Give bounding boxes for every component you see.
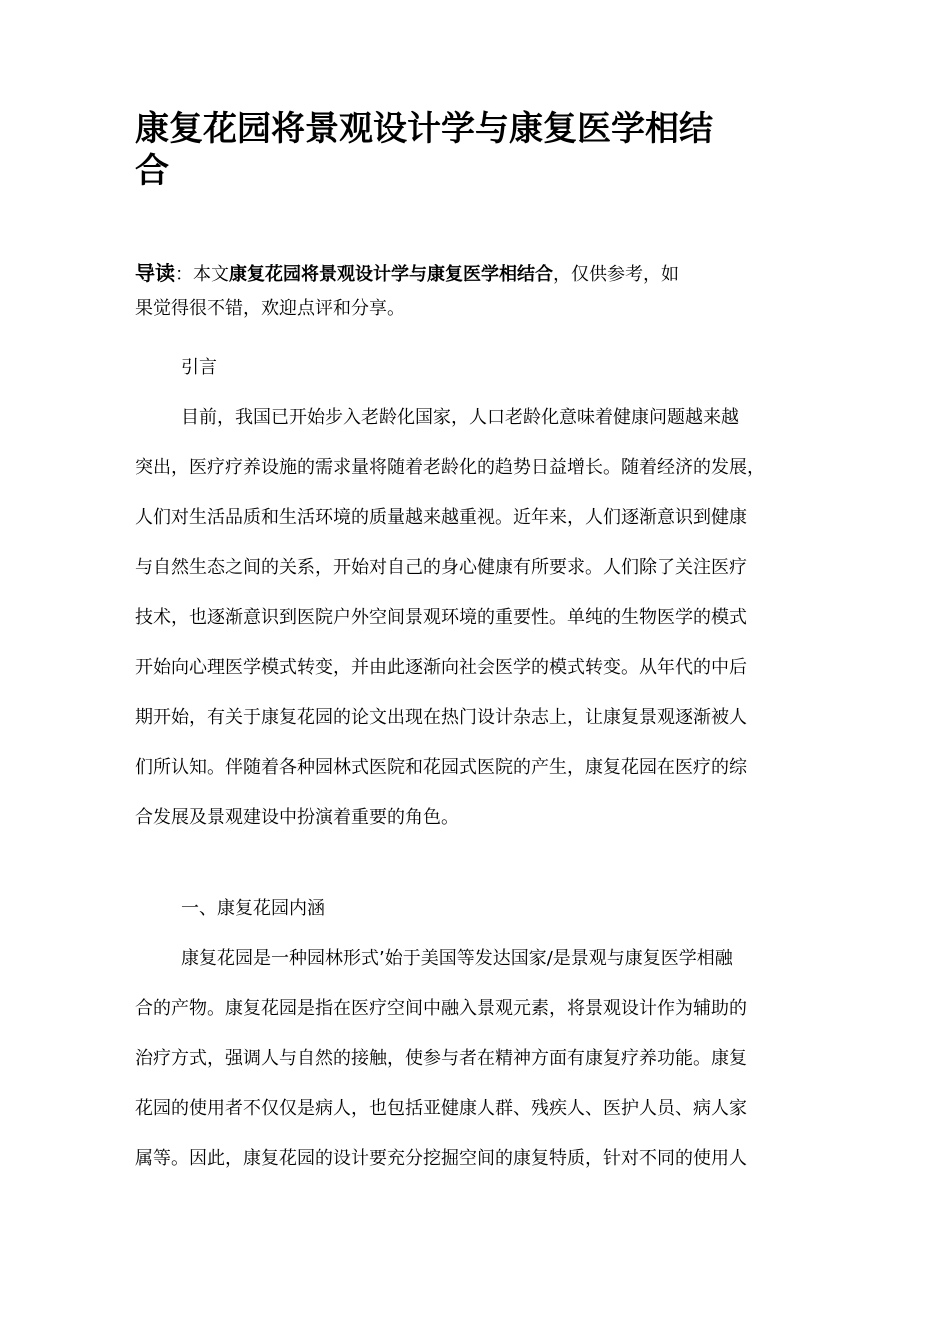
lead-bold-title: 康复花园将景观设计学与康复医学相结合 <box>229 264 553 285</box>
document-title <box>135 108 835 192</box>
lead-label: 导读 <box>135 261 175 285</box>
section-heading-intro: 引言 <box>181 357 217 378</box>
paragraph-line: 突出，医疗疗养设施的需求量将随着老龄化的趋势日益增长。随着经济的发展， <box>135 457 765 478</box>
paragraph-line: 目前，我国已开始步入老龄化国家，人口老龄化意味着健康问题越来越 <box>181 407 739 428</box>
paragraph-line: 人们对生活品质和生活环境的质量越来越重视。近年来，人们逐渐意识到健康 <box>135 507 747 528</box>
paragraph-line: 合发展及景观建设中扮演着重要的角色。 <box>135 807 459 828</box>
paragraph-line: 合的产物。康复花园是指在医疗空间中融入景观元素，将景观设计作为辅助的 <box>135 998 747 1019</box>
lead-suffix: ，仅供参考，如 <box>553 264 679 285</box>
paragraph-line: 花园的使用者不仅仅是病人，也包括亚健康人群、残疾人、医护人员、病人家 <box>135 1098 747 1119</box>
paragraph-line: 期开始，有关于康复花园的论文出现在热门设计杂志上，让康复景观逐渐被人 <box>135 707 747 728</box>
title-line-2: 合 <box>135 151 169 191</box>
lead-line-1 <box>135 256 825 292</box>
paragraph-line: 开始向心理医学模式转变，并由此逐渐向社会医学的模式转变。从年代的中后 <box>135 657 747 678</box>
section-one <box>135 884 835 1184</box>
lead-paragraph <box>135 256 825 326</box>
lead-line-2: 果觉得很不错，欢迎点评和分享。 <box>135 298 405 319</box>
lead-colon: ： <box>175 264 193 285</box>
title-line-1: 康复花园将景观设计学与康复医学相结 <box>135 109 713 149</box>
paragraph-line: 技术，也逐渐意识到医院户外空间景观环境的重要性。单纯的生物医学的模式 <box>135 607 747 628</box>
paragraph-line: 与自然生态之间的关系，开始对自己的身心健康有所要求。人们除了关注医疗 <box>135 557 747 578</box>
paragraph-line: 属等。因此，康复花园的设计要充分挖掘空间的康复特质，针对不同的使用人 <box>135 1148 747 1169</box>
lead-prefix: 本文 <box>193 264 229 285</box>
paragraph-line: 们所认知。伴随着各种园林式医院和花园式医院的产生，康复花园在医疗的综 <box>135 757 747 778</box>
section-intro <box>135 343 835 843</box>
paragraph-line: 康复花园是一种园林形式’始于美国等发达国家/是景观与康复医学相融 <box>181 948 733 969</box>
paragraph-line: 治疗方式，强调人与自然的接触，使参与者在精神方面有康复疗养功能。康复 <box>135 1048 747 1069</box>
section-heading-one: 一、康复花园内涵 <box>181 898 325 919</box>
